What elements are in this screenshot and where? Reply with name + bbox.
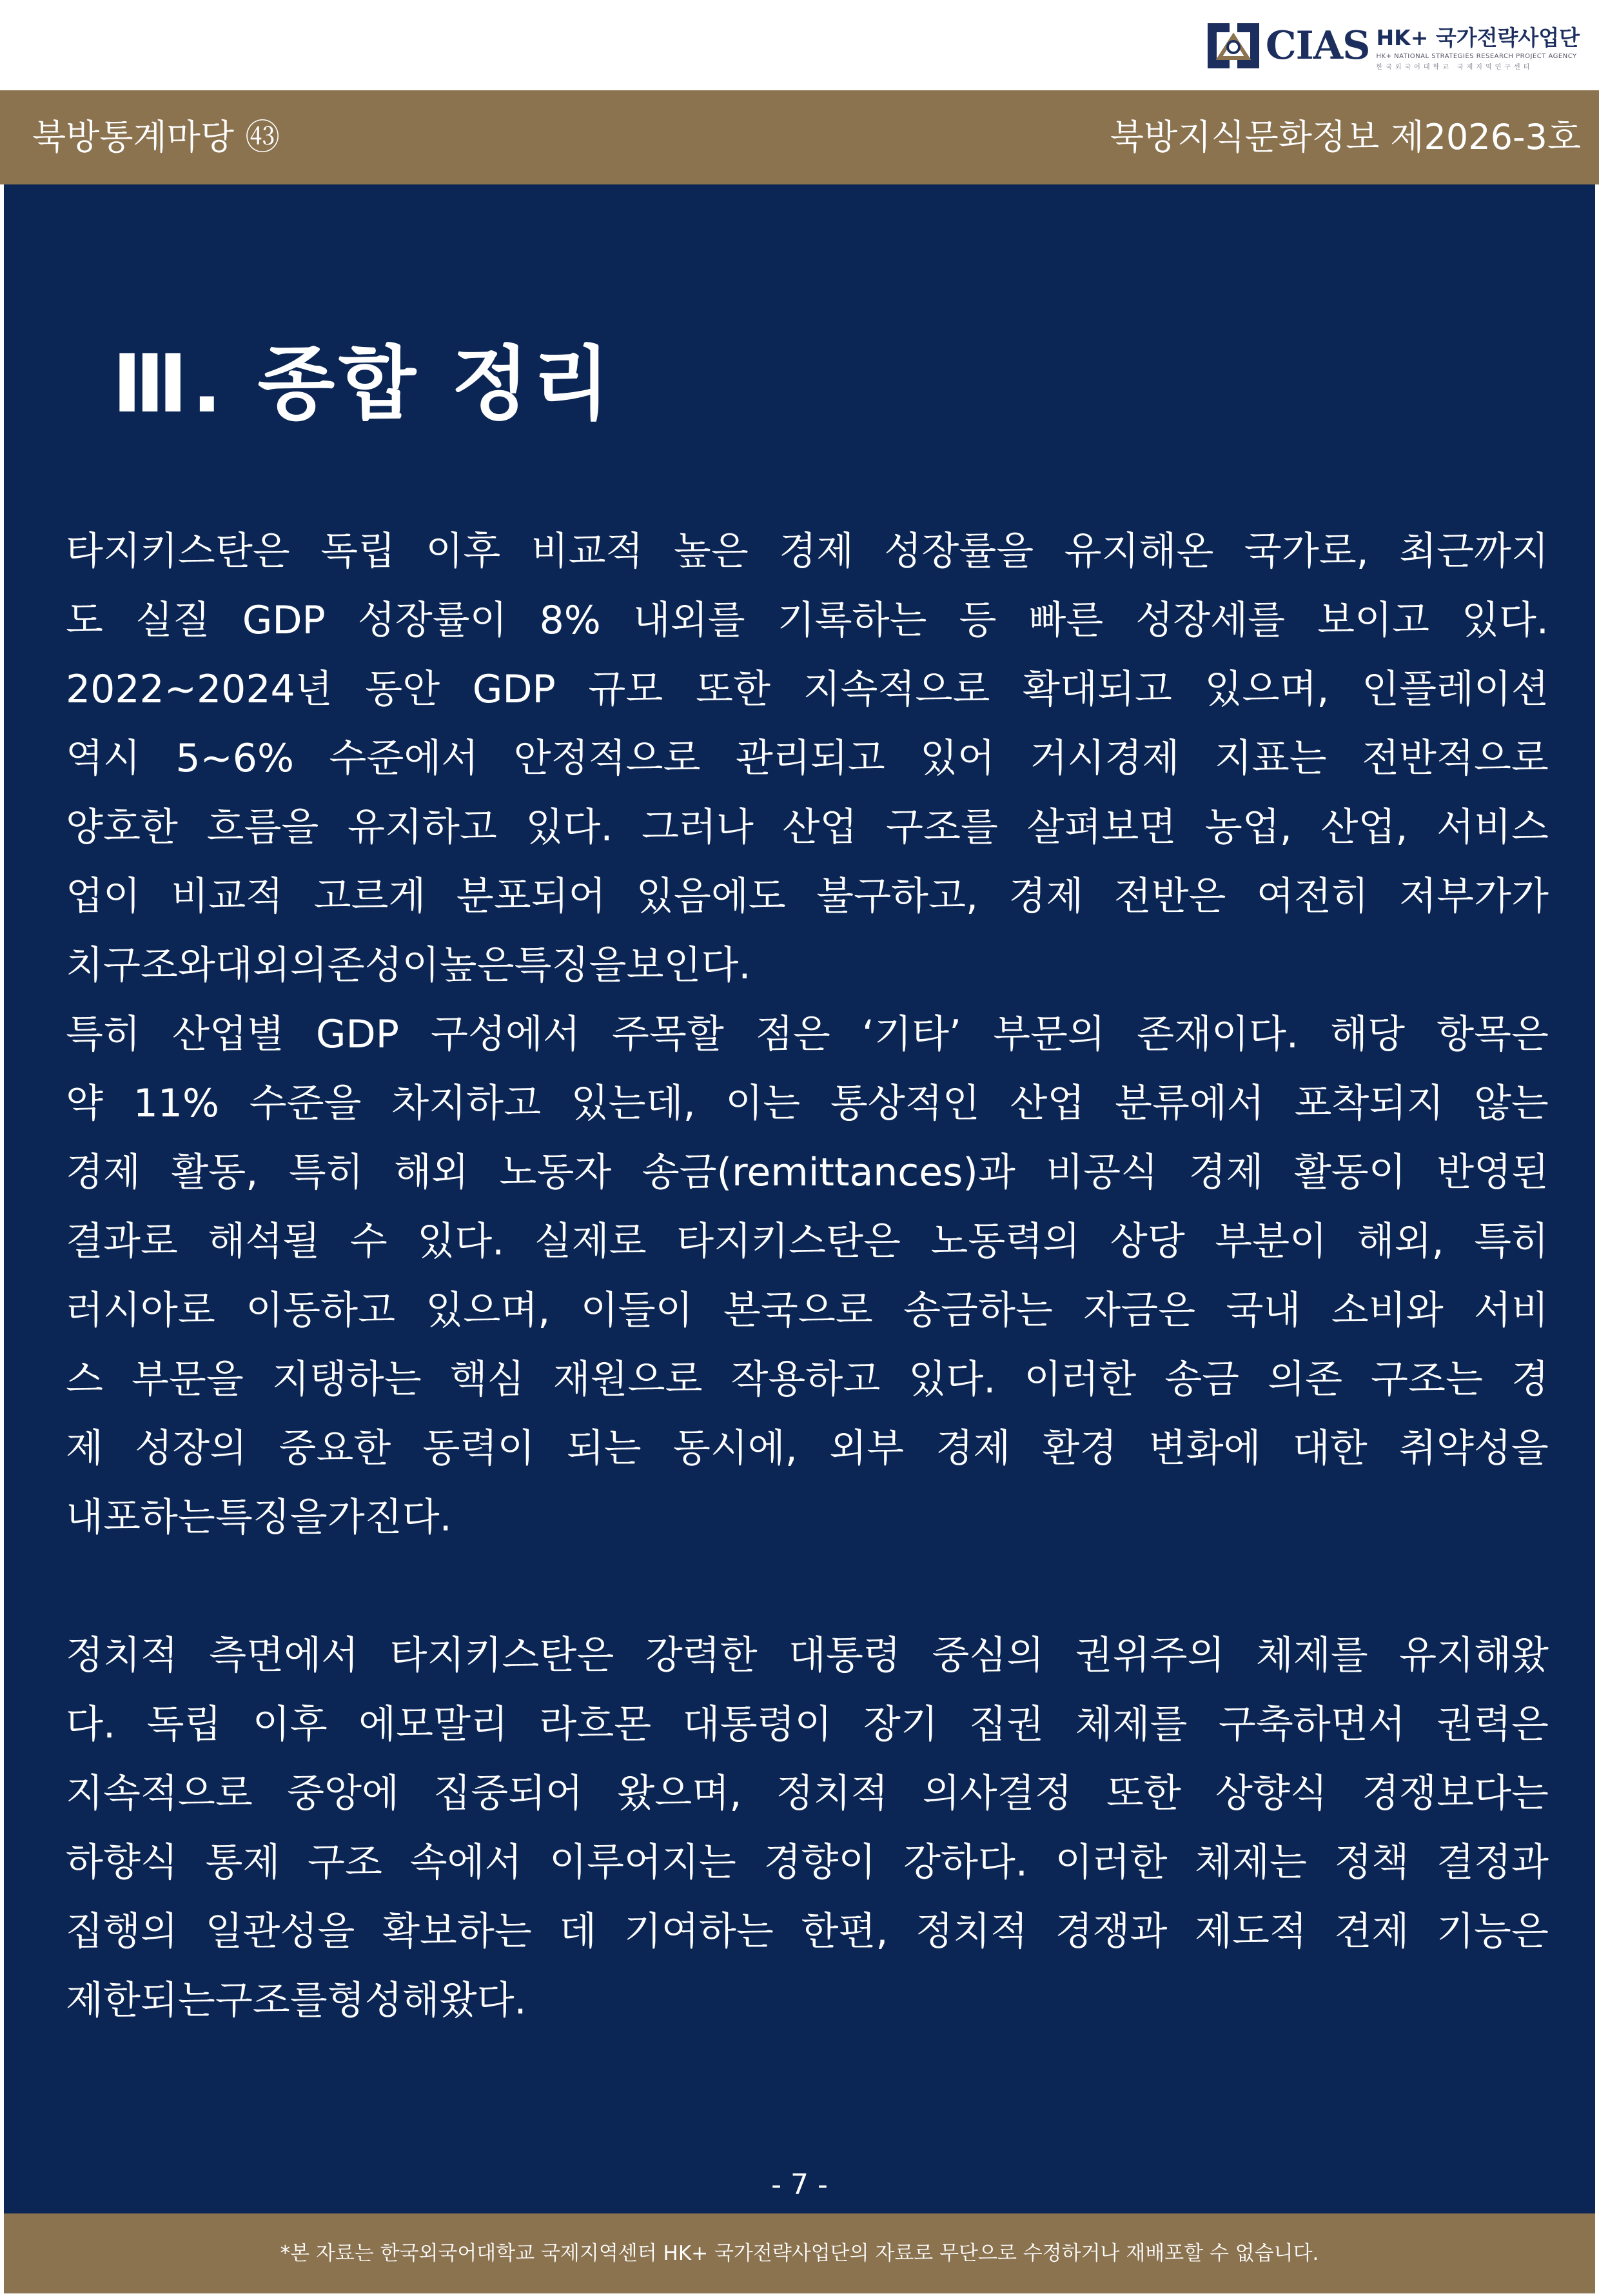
text-word: 기능은 [1437,1909,1549,1954]
text-word: 있다. [1462,598,1549,643]
logo-wordmark: CIAS [1265,23,1370,68]
text-word: 구조 [308,1840,382,1885]
text-word: 경제 [936,1426,1011,1471]
text-word: 변화에 [1148,1426,1261,1471]
paragraph-politics [66,1621,1549,2035]
text-word: 확보하는 [382,1909,532,1954]
text-word: 확대되고 [1023,667,1172,712]
logo-text-block [1377,21,1580,71]
text-word: 이후 [426,529,501,574]
text-word: 경 [1511,1357,1549,1402]
text-word: 보인다. [626,943,751,988]
text-word: 업이 [66,874,141,919]
text-word: 권력은 [1437,1702,1549,1747]
text-word: GDP [242,598,326,643]
text-word: 왔으며, [617,1771,742,1816]
text-word: 특징을 [514,943,627,988]
text-word: 경쟁과 [1055,1909,1168,1954]
body-text [66,517,1549,2035]
text-word: 불구하고, [816,874,979,919]
text-word: 소비와 [1331,1288,1444,1333]
text-line [66,1621,1549,1690]
text-word: 대통령이 [682,1702,832,1747]
text-word: 수 [349,1219,387,1264]
text-word: 내외를 [633,598,745,643]
logo-subtitle-korean: 한국외국어대학교 국제지역연구센터 [1376,63,1533,71]
logo-title: HK+ 국가전략사업단 [1376,25,1580,50]
text-word: 타지키스탄은 [676,1219,901,1264]
text-word: 여전히 [1256,874,1369,919]
text-word: 수준에서 [329,736,479,781]
text-word: 높은 [673,529,749,574]
text-word: 부문을 [131,1357,244,1402]
text-word: 규모 [588,667,663,712]
text-word: 해당 [1330,1012,1406,1057]
text-word: 한편, [801,1909,888,1954]
text-line [66,1207,1549,1276]
text-word: 유지해왔 [1399,1633,1549,1678]
text-line [66,1000,1549,1069]
text-word: 8% [539,598,601,643]
text-line [66,586,1549,655]
text-word: GDP [316,1012,399,1057]
text-word: 있다. [908,1357,996,1402]
header-band [0,90,1599,184]
text-word: 대외 [215,943,290,988]
page-number: - 7 - [771,2168,828,2201]
text-word: 집권 [969,1702,1045,1747]
text-word: 양호한 [66,805,178,850]
text-word: 제한되는 [66,1978,215,2023]
cias-logo-icon [1204,17,1263,75]
text-word: 지속적으로 [803,667,990,712]
text-word: 지표는 [1214,736,1327,781]
text-word: 유지해온 [1064,529,1214,574]
text-word: 정치적 [66,1633,178,1678]
text-word: 항목은 [1437,1012,1549,1057]
text-word: 성장의 [135,1426,248,1471]
text-word: 환경 [1042,1426,1117,1471]
text-word: 않는 [1473,1081,1549,1126]
text-line [66,931,1549,1000]
text-word: 점은 [755,1012,830,1057]
text-word: 국가로, [1244,529,1369,574]
text-word: 해외, [1357,1219,1444,1264]
text-word: 산업별 [172,1012,284,1057]
text-word: 실질 [135,598,210,643]
text-word: 형성해왔다. [327,1978,527,2023]
text-word: 이루어지는 [549,1840,736,1885]
text-word: 경제 [779,529,854,574]
text-line [66,724,1549,793]
text-word: 동시에, [672,1426,798,1471]
text-word: GDP [472,667,556,712]
text-word: 데 [559,1909,597,1954]
text-word: 역시 [66,736,141,781]
text-word: 있다. [417,1219,505,1264]
text-word: 국내 [1226,1288,1301,1333]
text-word: 실제로 [534,1219,647,1264]
text-word: 핵심 [449,1357,525,1402]
text-word: 제 [66,1426,103,1471]
text-word: 높은 [439,943,515,988]
text-word: 또한 [695,667,770,712]
text-word: 유지하고 [347,805,497,850]
text-word: 있어 [920,736,996,781]
text-word: 지속적으로 [66,1771,253,1816]
logo-subtitle-english: HK+ NATIONAL STRATEGIES RESEARCH PROJECT AGENCY [1376,52,1577,60]
text-word: 구축하면서 [1218,1702,1406,1747]
text-word: 라흐몬 [539,1702,652,1747]
text-word: 중요한 [279,1426,391,1471]
text-word: 있으며, [426,1288,551,1333]
paragraph-remittances [66,1000,1549,1552]
text-word: 경제 [1188,1150,1264,1195]
text-word: 결정과 [1437,1840,1549,1885]
text-word: 통상적인 [830,1081,980,1126]
text-word: 분포되어 [456,874,606,919]
text-word: 자금은 [1083,1288,1196,1333]
text-word: 동안 [365,667,440,712]
footer-band [4,2213,1595,2293]
text-word: 의존 [1268,1357,1343,1402]
text-word: 내포하는 [66,1495,215,1540]
text-word: 가진다. [327,1495,452,1540]
text-line [66,793,1549,862]
text-word: 특징을 [215,1495,328,1540]
text-word: 있는데, [571,1081,696,1126]
text-word: 의존성이 [289,943,440,988]
text-word: 재원으로 [553,1357,703,1402]
text-word: 차지하고 [391,1081,542,1126]
text-word: 제도적 [1195,1909,1307,1954]
text-word: 특히 [1474,1219,1549,1264]
text-word: 전반은 [1113,874,1226,919]
text-word: 약 [66,1081,103,1126]
text-word: 구조는 [1371,1357,1483,1402]
text-word: 거시경제 [1030,736,1180,781]
text-word: 집행의 [66,1909,178,1954]
text-word: 살펴보면 [1026,805,1177,850]
text-word: 비공식 [1046,1150,1159,1195]
text-word: 비교적 [171,874,284,919]
text-word: 인플레이션 [1362,667,1549,712]
organization-logo [1204,17,1580,75]
text-word: 비교적 [531,529,643,574]
text-word: 의사결정 [922,1771,1072,1816]
text-word: 장기 [863,1702,938,1747]
text-word: 안정적으로 [513,736,701,781]
text-word: 작용하고 [731,1357,881,1402]
text-word: 활동이 [1293,1150,1406,1195]
text-word: 지탱하는 [271,1357,422,1402]
section-title: Ⅲ. 종합 정리 [112,338,614,431]
text-word: 포착되지 [1294,1081,1444,1126]
text-line [66,1414,1549,1483]
text-word: 측면에서 [209,1633,359,1678]
text-word: 속에서 [409,1840,522,1885]
text-word: 빠른 [1028,598,1104,643]
text-word: 하향식 [66,1840,178,1885]
text-word: 부분이 [1215,1219,1328,1264]
text-word: 경쟁보다는 [1362,1771,1549,1816]
text-word: 다. [66,1702,116,1747]
text-word: 구조를 [215,1978,328,2023]
text-word: 분류에서 [1114,1081,1264,1126]
text-word: 외부 [829,1426,905,1471]
text-word: 존재이다. [1137,1012,1299,1057]
text-word: 치 [66,943,103,988]
text-word: 농업, [1204,805,1292,850]
text-word: 11% [133,1081,219,1126]
text-word: 흐름을 [206,805,319,850]
copyright-notice: *본 자료는 한국외국어대학교 국제지역센터 HK+ 국가전략사업단의 자료로 무단으로 수정하거나 재배포할 수 없습니다. [280,2242,1319,2265]
text-word: 관리되고 [735,736,885,781]
text-line [66,1276,1549,1345]
text-line [66,517,1549,586]
text-word: 산업 [1010,1081,1085,1126]
text-word: 도 [66,598,103,643]
text-word: 해외 [394,1150,469,1195]
text-line [66,1759,1549,1828]
text-line [66,1483,1549,1552]
text-line [66,1069,1549,1138]
text-word: 동력이 [422,1426,535,1471]
text-word: 산업, [1320,805,1408,850]
text-word: 독립 [146,1702,222,1747]
text-word: 강력한 [645,1633,758,1678]
text-word: 집중되어 [433,1771,584,1816]
text-word: 고르게 [313,874,426,919]
text-word: 대통령 [789,1633,901,1678]
text-word: 성장률이 [357,598,507,643]
text-word: 체제는 [1195,1840,1307,1885]
text-word: 타지키스탄은 [389,1633,614,1678]
paragraph-gap [66,1552,1549,1621]
text-word: 노동력의 [930,1219,1081,1264]
text-word: 특히 [288,1150,364,1195]
paragraph-economy [66,517,1549,1000]
text-word: 되는 [566,1426,642,1471]
text-word: 반영된 [1437,1150,1549,1195]
text-word: 최근까지 [1399,529,1549,574]
text-word: 이러한 [1024,1357,1137,1402]
text-word: 경제 [66,1150,141,1195]
text-word: 이러한 [1055,1840,1168,1885]
text-word: 산업 [782,805,858,850]
text-word: 경제 [1008,874,1084,919]
text-word: 취약성을 [1399,1426,1549,1471]
text-word: 러시아로 [66,1288,215,1333]
text-word: 그러나 [642,805,754,850]
text-word: 스 [66,1357,103,1402]
text-word: 저부가가 [1399,874,1549,919]
text-line [66,1897,1549,1966]
text-line [66,1966,1549,2035]
main-content-panel [4,184,1595,2213]
text-word: ‘기타’ [861,1012,961,1057]
text-word: 5~6% [175,736,294,781]
text-word: 기여하는 [623,1909,774,1954]
text-word: 송금하는 [903,1288,1053,1333]
text-word: 중앙에 [287,1771,399,1816]
text-word: 결과로 [66,1219,178,1264]
text-word: 구성에서 [430,1012,580,1057]
text-word: 체제를 [1075,1702,1188,1747]
text-word: 성장률을 [884,529,1034,574]
text-word: 성장세를 [1135,598,1286,643]
text-word: 타지키스탄은 [66,529,290,574]
text-word: 있다. [525,805,613,850]
text-word: 기록하는 [777,598,927,643]
text-word: 구조와 [103,943,215,988]
text-word: 일관성을 [205,1909,355,1954]
series-label: 북방통계마당 ㊸ [32,117,280,157]
text-word: 노동자 [499,1150,612,1195]
text-word: 이들이 [580,1288,693,1333]
text-word: 에모말리 [358,1702,508,1747]
text-word: 중심의 [932,1633,1045,1678]
text-word: 부문의 [993,1012,1105,1057]
text-word: 송금(remittances)과 [642,1150,1015,1195]
text-word: 강하다. [903,1840,1028,1885]
top-strip [0,0,1599,90]
text-word: 보이고 [1317,598,1430,643]
text-word: 이동하고 [246,1288,396,1333]
text-word: 등 [959,598,997,643]
text-word: 또한 [1106,1771,1181,1816]
issue-label: 북방지식문화정보 제2026-3호 [1110,117,1581,157]
text-word: 서비 [1474,1288,1549,1333]
text-word: 특히 [66,1012,141,1057]
text-line [66,862,1549,931]
text-word: 있으며, [1204,667,1329,712]
text-word: 독립 [320,529,396,574]
text-word: 수준을 [249,1081,362,1126]
text-line [66,655,1549,724]
text-word: 전반적으로 [1362,736,1549,781]
text-word: 구조를 [886,805,998,850]
text-word: 송금 [1164,1357,1240,1402]
text-word: 이는 [725,1081,801,1126]
text-word: 상당 [1110,1219,1185,1264]
text-word: 대한 [1292,1426,1368,1471]
text-word: 정치적 [776,1771,888,1816]
text-word: 상향식 [1215,1771,1328,1816]
text-word: 권위주의 [1075,1633,1225,1678]
text-word: 활동, [171,1150,259,1195]
text-word: 주목할 [611,1012,724,1057]
text-word: 본국으로 [723,1288,873,1333]
text-word: 통제 [205,1840,280,1885]
text-line [66,1828,1549,1897]
text-line [66,1690,1549,1759]
text-word: 해석될 [208,1219,320,1264]
text-word: 있음에도 [636,874,786,919]
text-word: 체제를 [1255,1633,1368,1678]
text-word: 정치적 [916,1909,1028,1954]
text-word: 정책 [1334,1840,1409,1885]
text-word: 경향이 [763,1840,876,1885]
text-word: 이후 [252,1702,328,1747]
text-word: 견제 [1334,1909,1409,1954]
text-line [66,1345,1549,1414]
text-line [66,1138,1549,1207]
text-word: 2022~2024년 [66,667,333,712]
text-word: 서비스 [1437,805,1549,850]
